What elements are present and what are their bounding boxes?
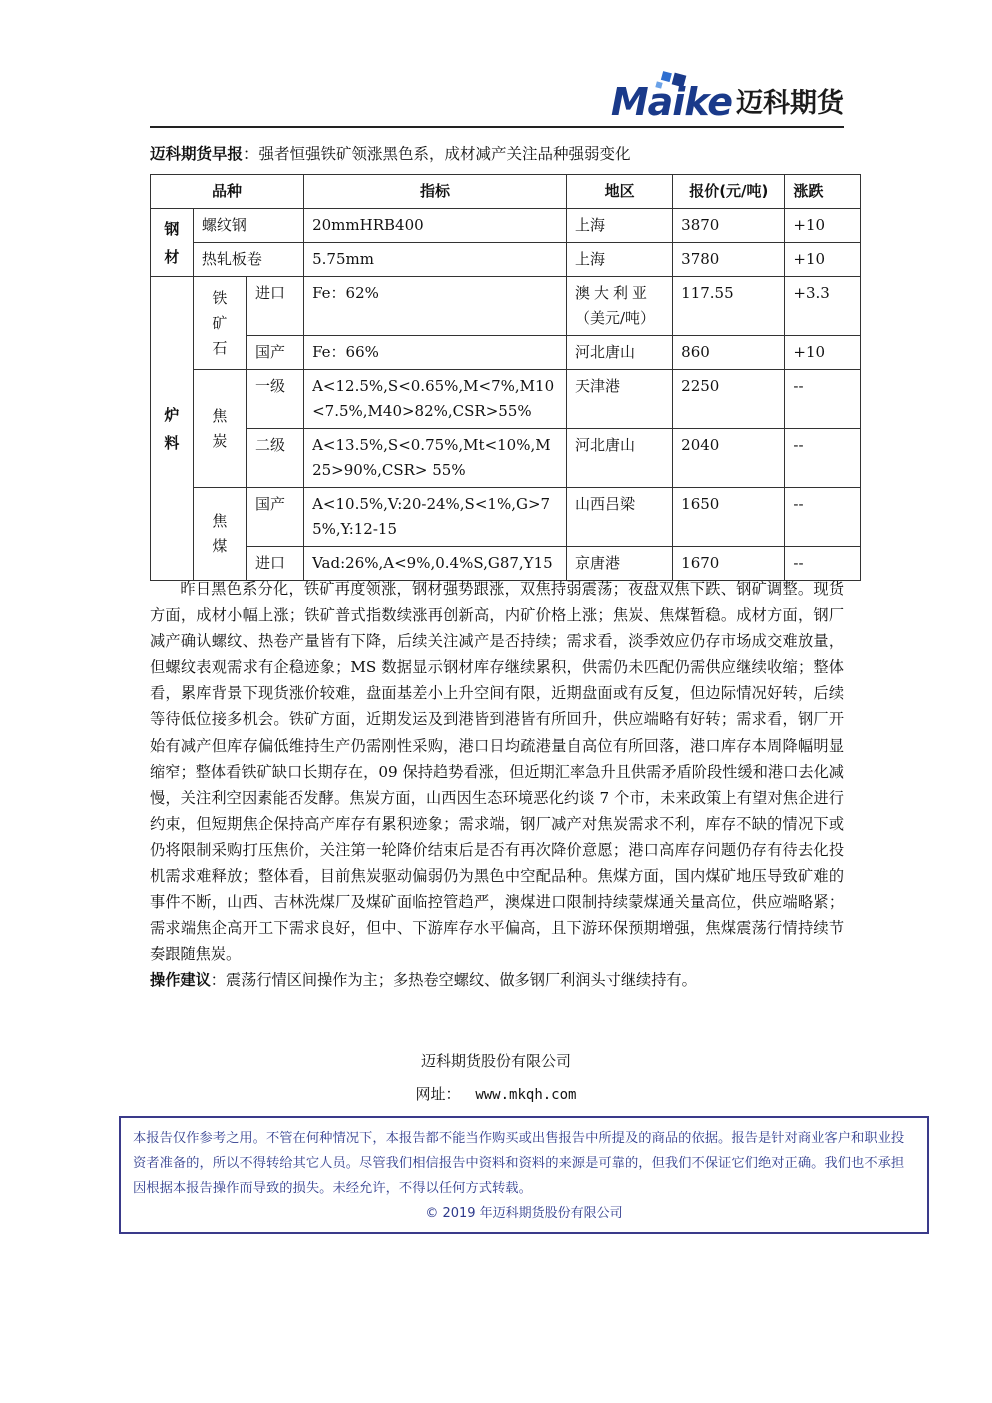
copyright-text: © 2019 年迈科期货股份有限公司 — [425, 1206, 623, 1221]
report-title-brand: 迈科期货早报 — [150, 145, 244, 163]
website-label: 网址： — [415, 1085, 461, 1103]
subcategory-char: 焦 — [212, 406, 228, 425]
website-link[interactable]: www.mkqh.com — [475, 1087, 577, 1103]
origin-type: 进口 — [246, 547, 303, 581]
region-note: （美元/吨） — [575, 309, 656, 327]
change-cell: -- — [785, 370, 861, 429]
market-commentary — [150, 576, 844, 994]
spec-cell: Vad:26%,A<9%,0.4%S,G87,Y15 — [304, 547, 567, 581]
price-cell: 117.55 — [673, 277, 785, 336]
header-divider — [150, 126, 844, 128]
region-cell: 上海 — [567, 209, 673, 243]
logo-chinese-text: 迈科期货 — [736, 88, 844, 119]
table-header-row — [151, 175, 861, 209]
region-cell: 河北唐山 — [567, 336, 673, 370]
header-change: 涨跌 — [785, 175, 861, 209]
grade-type: 二级 — [246, 429, 303, 488]
price-table — [150, 174, 861, 581]
table-row — [151, 243, 861, 277]
subcategory-char: 煤 — [212, 537, 228, 555]
company-name: 迈科期货股份有限公司 — [420, 1052, 571, 1070]
change-cell: -- — [785, 488, 861, 547]
table-row — [151, 429, 861, 488]
company-logo — [611, 82, 844, 122]
subcategory-char: 铁 — [212, 288, 228, 307]
price-cell: 2250 — [673, 370, 785, 429]
variety-name: 热轧板卷 — [193, 243, 303, 277]
disclaimer-text: 本报告仅作参考之用。不管在何种情况下，本报告都不能当作购买或出售报告中所提及的商品的依据。报告是针对商业客户和职业投资者准备的，所以不得转给其它人员。尽管我们相信报告中资料和资料的来源是可靠的，但我们不保证它们绝对正确。我们也不承担因根据本报告操作而导致的损失。未经允许，不得以任何方式转载。 — [133, 1131, 905, 1196]
region-cell: 山西吕梁 — [567, 488, 673, 547]
report-title — [150, 142, 631, 164]
company-website — [0, 1083, 992, 1104]
spec-cell: Fe：66% — [304, 336, 567, 370]
subcategory-char: 矿 — [212, 313, 228, 332]
logo-latin-text: Maike — [610, 80, 732, 124]
region-cell — [567, 277, 673, 336]
spec-cell: A<10.5%,V:20-24%,S<1%,G>75%,Y:12-15 — [304, 488, 567, 547]
table-row — [151, 370, 861, 429]
variety-name: 螺纹钢 — [193, 209, 303, 243]
subcategory-coke — [193, 370, 246, 488]
change-cell: +3.3 — [785, 277, 861, 336]
price-cell: 1670 — [673, 547, 785, 581]
table-row — [151, 277, 861, 336]
origin-type: 国产 — [246, 336, 303, 370]
category-steel-label: 钢 材 — [164, 219, 180, 266]
table-row — [151, 209, 861, 243]
price-cell: 1650 — [673, 488, 785, 547]
price-cell: 3780 — [673, 243, 785, 277]
table-row — [151, 488, 861, 547]
subcategory-iron-ore — [193, 277, 246, 370]
spec-cell: A<12.5%,S<0.65%,M<7%,M10<7.5%,M40>82%,CSR>55% — [304, 370, 567, 429]
header-indicator: 指标 — [304, 175, 567, 209]
change-cell: -- — [785, 429, 861, 488]
spec-cell: 20mmHRB400 — [304, 209, 567, 243]
region-name: 澳大利亚 — [575, 284, 652, 302]
grade-type: 一级 — [246, 370, 303, 429]
table-row — [151, 336, 861, 370]
subcategory-char: 炭 — [212, 431, 228, 450]
operation-advice — [150, 967, 844, 993]
origin-type: 国产 — [246, 488, 303, 547]
category-furnace-label: 炉 料 — [164, 405, 180, 452]
change-cell: +10 — [785, 243, 861, 277]
change-cell: +10 — [785, 336, 861, 370]
price-cell: 2040 — [673, 429, 785, 488]
header-region: 地区 — [567, 175, 673, 209]
disclaimer-box — [119, 1116, 929, 1234]
subcategory-char: 石 — [212, 338, 228, 357]
spec-cell: Fe：62% — [304, 277, 567, 336]
report-title-text: ：强者恒强铁矿领涨黑色系，成材减产关注品种强弱变化 — [243, 145, 631, 163]
spec-cell: 5.75mm — [304, 243, 567, 277]
region-cell: 京唐港 — [567, 547, 673, 581]
spec-cell: A<13.5%,S<0.75%,Mt<10%,M25>90%,CSR> 55% — [304, 429, 567, 488]
advice-label: 操作建议 — [150, 971, 211, 990]
page-header — [150, 70, 844, 130]
price-cell: 860 — [673, 336, 785, 370]
region-cell: 天津港 — [567, 370, 673, 429]
commentary-paragraph: 昨日黑色系分化，铁矿再度领涨，钢材强势跟涨，双焦持弱震荡；夜盘双焦下跌、钢矿调整。现货方面，成材小幅上涨；铁矿普式指数续涨再创新高，内矿价格上涨；焦炭、焦煤暂稳。成材方面，钢厂减产确认螺纹、热卷产量皆有下降，后续关注减产是否持续；需求看，淡季效应仍存市场成交难放量，但螺纹表观需求有企稳迹象；MS 数据显示钢材库存继续累积，供需仍未匹配仍需供应继续收缩；整体看，累库背景下现货涨价较难，盘面基差小上升空间有限，近期盘面或有反复，但边际情况好转，后续等待低位接多机会。铁矿方面，近期发运及到港皆到港皆有所回升，供应端略有好转；需求看，钢厂开始有减产但库存偏低维持生产仍需刚性采购，港口日均疏港量自高位有所回落，港口库存本周降幅明显缩窄；整体看铁矿缺口长期存在，09 保持趋势看涨，但近期汇率急升且供需矛盾阶段性缓和港口去化减慢，关注利空因素能否发酵。焦炭方面，山西因生态环境恶化约谈 7 个市，未来政策上有望对焦企进行约束，但短期焦企保持高产库存有累积迹象；需求端，钢厂减产对焦炭需求不利，库存不缺的情况下或仍将限制采购打压焦价，关注第一轮降价结束后是否有再次降价意愿；港口高库存问题仍存有待去化投机需求难释放；整体看，目前焦炭驱动偏弱仍为黑色中空配品种。焦煤方面，国内煤矿地压导致矿难的事件不断，山西、吉林洗煤厂及煤矿面临控管趋严，澳煤进口限制持续蒙煤通关量高位，供应端略紧；需求端焦企高开工下需求良好，但中、下游库存水平偏高，且下游环保预期增强，焦煤震荡行情持续节奏跟随焦炭。 — [150, 580, 844, 964]
advice-text: ：震荡行情区间操作为主；多热卷空螺纹、做多钢厂利润头寸继续持有。 — [210, 971, 697, 990]
origin-type: 进口 — [246, 277, 303, 336]
subcategory-coking-coal — [193, 488, 246, 581]
category-steel — [151, 209, 194, 277]
category-furnace — [151, 277, 194, 581]
price-cell: 3870 — [673, 209, 785, 243]
region-cell: 上海 — [567, 243, 673, 277]
header-price: 报价(元/吨) — [673, 175, 785, 209]
change-cell: -- — [785, 547, 861, 581]
change-cell: +10 — [785, 209, 861, 243]
header-variety: 品种 — [151, 175, 304, 209]
region-cell: 河北唐山 — [567, 429, 673, 488]
subcategory-char: 焦 — [212, 512, 228, 530]
